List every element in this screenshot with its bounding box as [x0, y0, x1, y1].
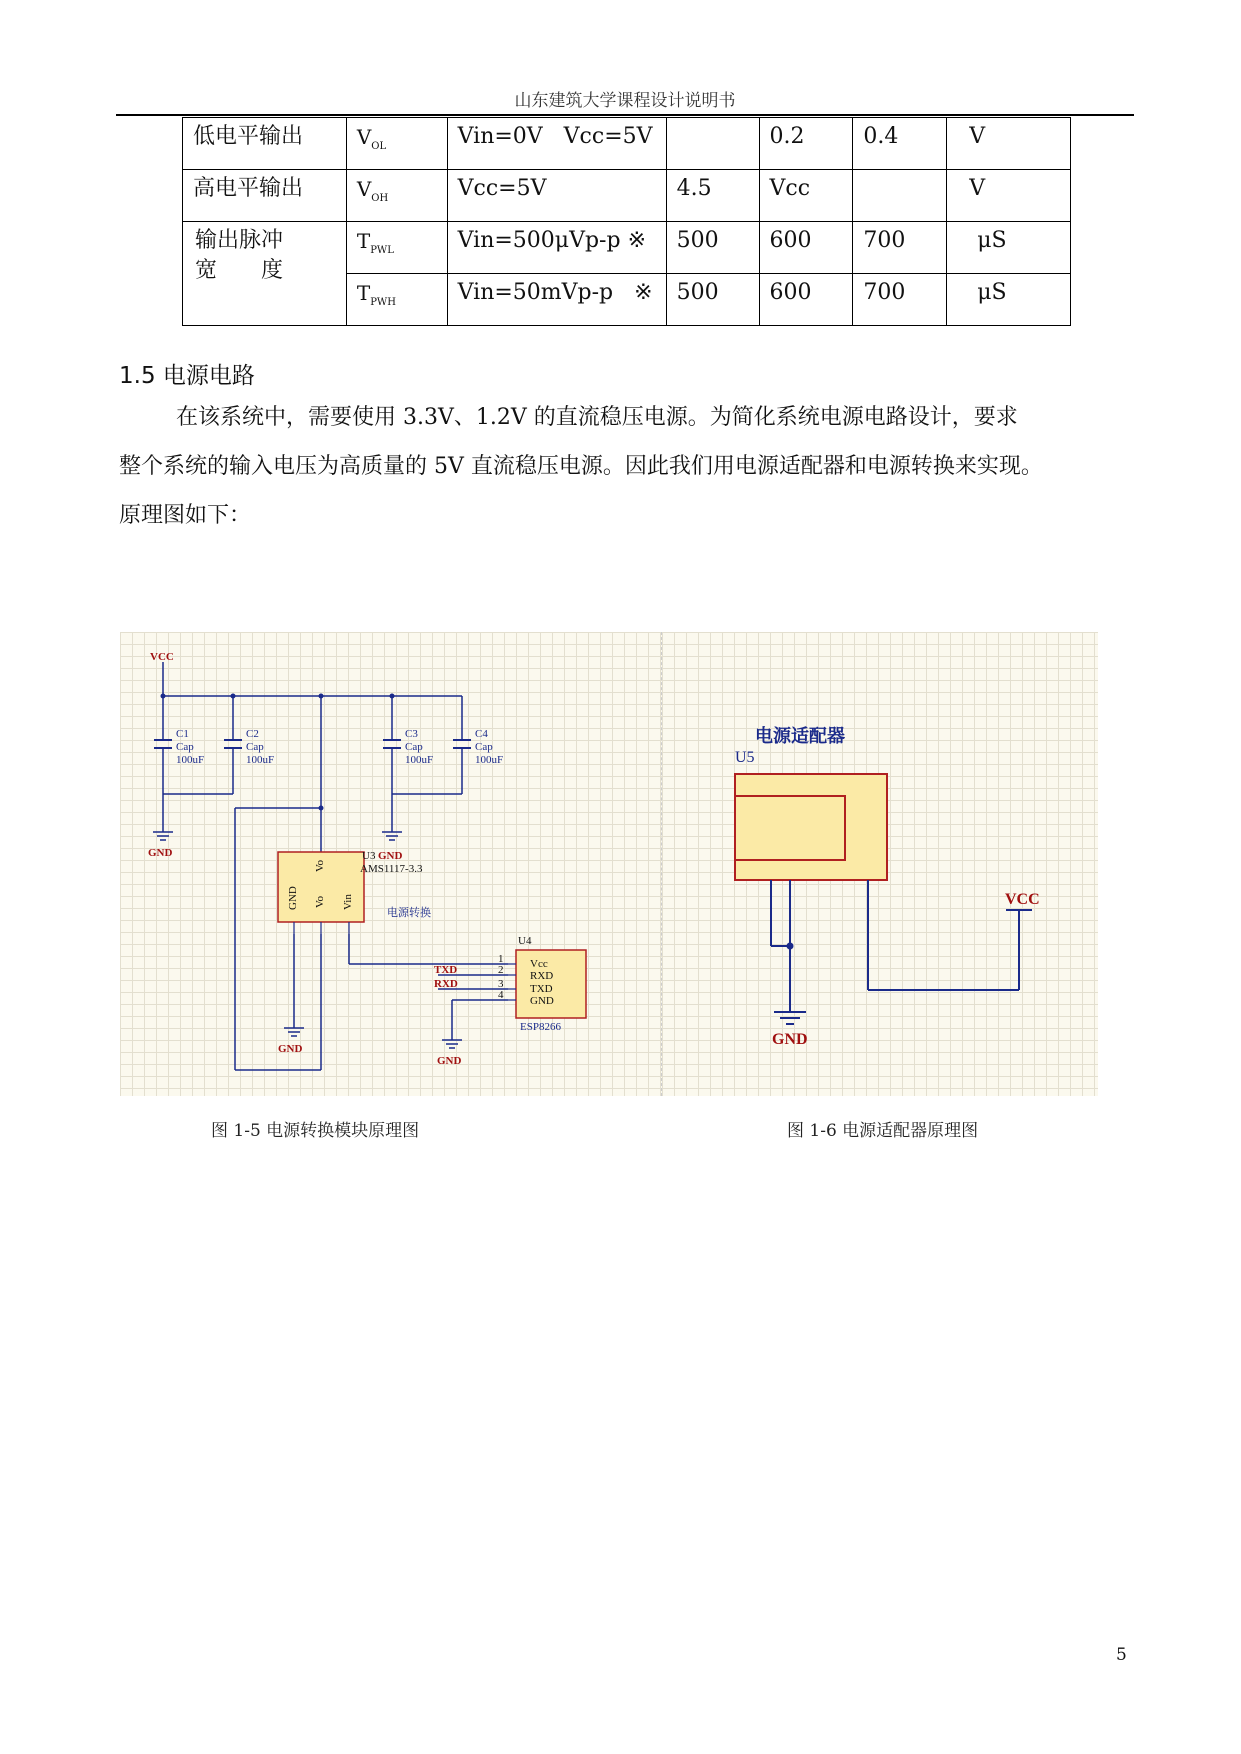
u3-part: AMS1117-3.3 — [360, 863, 423, 875]
u3-pin-vo: Vo — [314, 895, 326, 908]
param-min: 500 — [666, 222, 759, 274]
param-unit: V — [947, 118, 1071, 170]
cap-type: Cap — [405, 741, 423, 753]
param-min: 4.5 — [666, 170, 759, 222]
figure-caption-right: 图 1-6 电源适配器原理图 — [787, 1121, 979, 1141]
param-name: 低电平输出 — [183, 118, 347, 170]
cap-value: 100uF — [176, 754, 205, 766]
cap-type: Cap — [246, 741, 264, 753]
paragraph-line: 在该系统中，需要使用 3.3V、1.2V 的直流稳压电源。为简化系统电源电路设计，要求 — [176, 405, 1018, 430]
schematic-svg — [662, 632, 1098, 1096]
header-rule — [116, 114, 1134, 116]
section-title: 1.5 电源电路 — [119, 363, 255, 389]
schematic-svg — [120, 632, 662, 1096]
param-max — [853, 170, 947, 222]
body-paragraph — [119, 393, 1144, 540]
param-min: 500 — [666, 274, 759, 326]
param-typ: 600 — [759, 274, 853, 326]
cap-value: 100uF — [475, 754, 504, 766]
paragraph-line: 整个系统的输入电压为高质量的 5V 直流稳压电源。因此我们用电源适配器和电源转换来实现。 — [119, 454, 1043, 479]
u4-pin-name: GND — [530, 995, 554, 1007]
u4-pin-name: TXD — [530, 983, 553, 995]
figure-caption-left: 图 1-5 电源转换模块原理图 — [211, 1121, 420, 1141]
param-typ: 0.2 — [759, 118, 853, 170]
table-row — [183, 170, 1071, 222]
spec-table — [182, 117, 1071, 326]
table-row — [183, 118, 1071, 170]
adapter-title: 电源适配器 — [755, 726, 845, 747]
u4-pin-num: 2 — [498, 964, 504, 976]
u4-pin-name: Vcc — [530, 958, 548, 970]
param-condition: Vin=0V Vcc=5V — [447, 118, 666, 170]
page-header: 山东建筑大学课程设计说明书 — [514, 91, 736, 111]
cap-ref: C3 — [405, 728, 418, 740]
u4-part: ESP8266 — [520, 1021, 561, 1033]
gnd-label: GND — [437, 1055, 462, 1067]
u3-pin-vo-top: Vo — [314, 859, 326, 872]
param-unit: μS — [947, 222, 1071, 274]
param-symbol: $V_{OH}$ — [346, 170, 447, 222]
cap-ref: C2 — [246, 728, 259, 740]
paragraph-line: 原理图如下： — [119, 503, 252, 528]
vcc-label: VCC — [1005, 891, 1040, 908]
param-typ: Vcc — [759, 170, 853, 222]
param-max: 0.4 — [853, 118, 947, 170]
u4-pin-name: RXD — [530, 970, 554, 982]
param-unit: V — [947, 170, 1071, 222]
gnd-label: GND — [278, 1043, 303, 1055]
param-condition: Vin=500μVp-p ※ — [447, 222, 666, 274]
param-max: 700 — [853, 222, 947, 274]
param-unit: μS — [947, 274, 1071, 326]
u5-ref: U5 — [735, 749, 755, 766]
u3-gnd-net: GND — [378, 850, 403, 862]
u3-pin-vin: Vin — [342, 894, 354, 910]
param-max: 700 — [853, 274, 947, 326]
net-rxd: RXD — [434, 978, 458, 990]
param-symbol: $T_{PWH}$ — [346, 274, 447, 326]
cap-value: 100uF — [246, 754, 275, 766]
gnd-label: GND — [772, 1031, 808, 1048]
param-condition: Vcc=5V — [447, 170, 666, 222]
cap-type: Cap — [176, 741, 194, 753]
page-number: 5 — [1116, 1645, 1127, 1665]
power-adapter-schematic — [661, 632, 1098, 1096]
adapter-body — [735, 774, 887, 880]
cap-type: Cap — [475, 741, 493, 753]
param-symbol: $T_{PWL}$ — [346, 222, 447, 274]
param-symbol: $V_{OL}$ — [346, 118, 447, 170]
cap-ref: C4 — [475, 728, 488, 740]
u3-ref: U3 — [362, 850, 376, 862]
param-name: 高电平输出 — [183, 170, 347, 222]
cap-value: 100uF — [405, 754, 434, 766]
param-condition: Vin=50mVp-p ※ — [447, 274, 666, 326]
u4-pin-num: 3 — [498, 978, 504, 990]
param-name: 输出脉冲 宽 度 — [183, 222, 347, 326]
u3-pin-gnd: GND — [287, 886, 299, 910]
power-conversion-schematic — [120, 632, 662, 1096]
vcc-label: VCC — [150, 651, 174, 663]
u4-pin-num: 4 — [498, 989, 504, 1001]
param-min — [666, 118, 759, 170]
gnd-label: GND — [148, 847, 173, 859]
net-txd: TXD — [434, 964, 458, 976]
block-label: 电源转换 — [387, 906, 431, 919]
table-row — [183, 222, 1071, 274]
u4-ref: U4 — [518, 935, 532, 947]
param-typ: 600 — [759, 222, 853, 274]
u4-pin-num: 1 — [498, 953, 504, 965]
cap-ref: C1 — [176, 728, 189, 740]
